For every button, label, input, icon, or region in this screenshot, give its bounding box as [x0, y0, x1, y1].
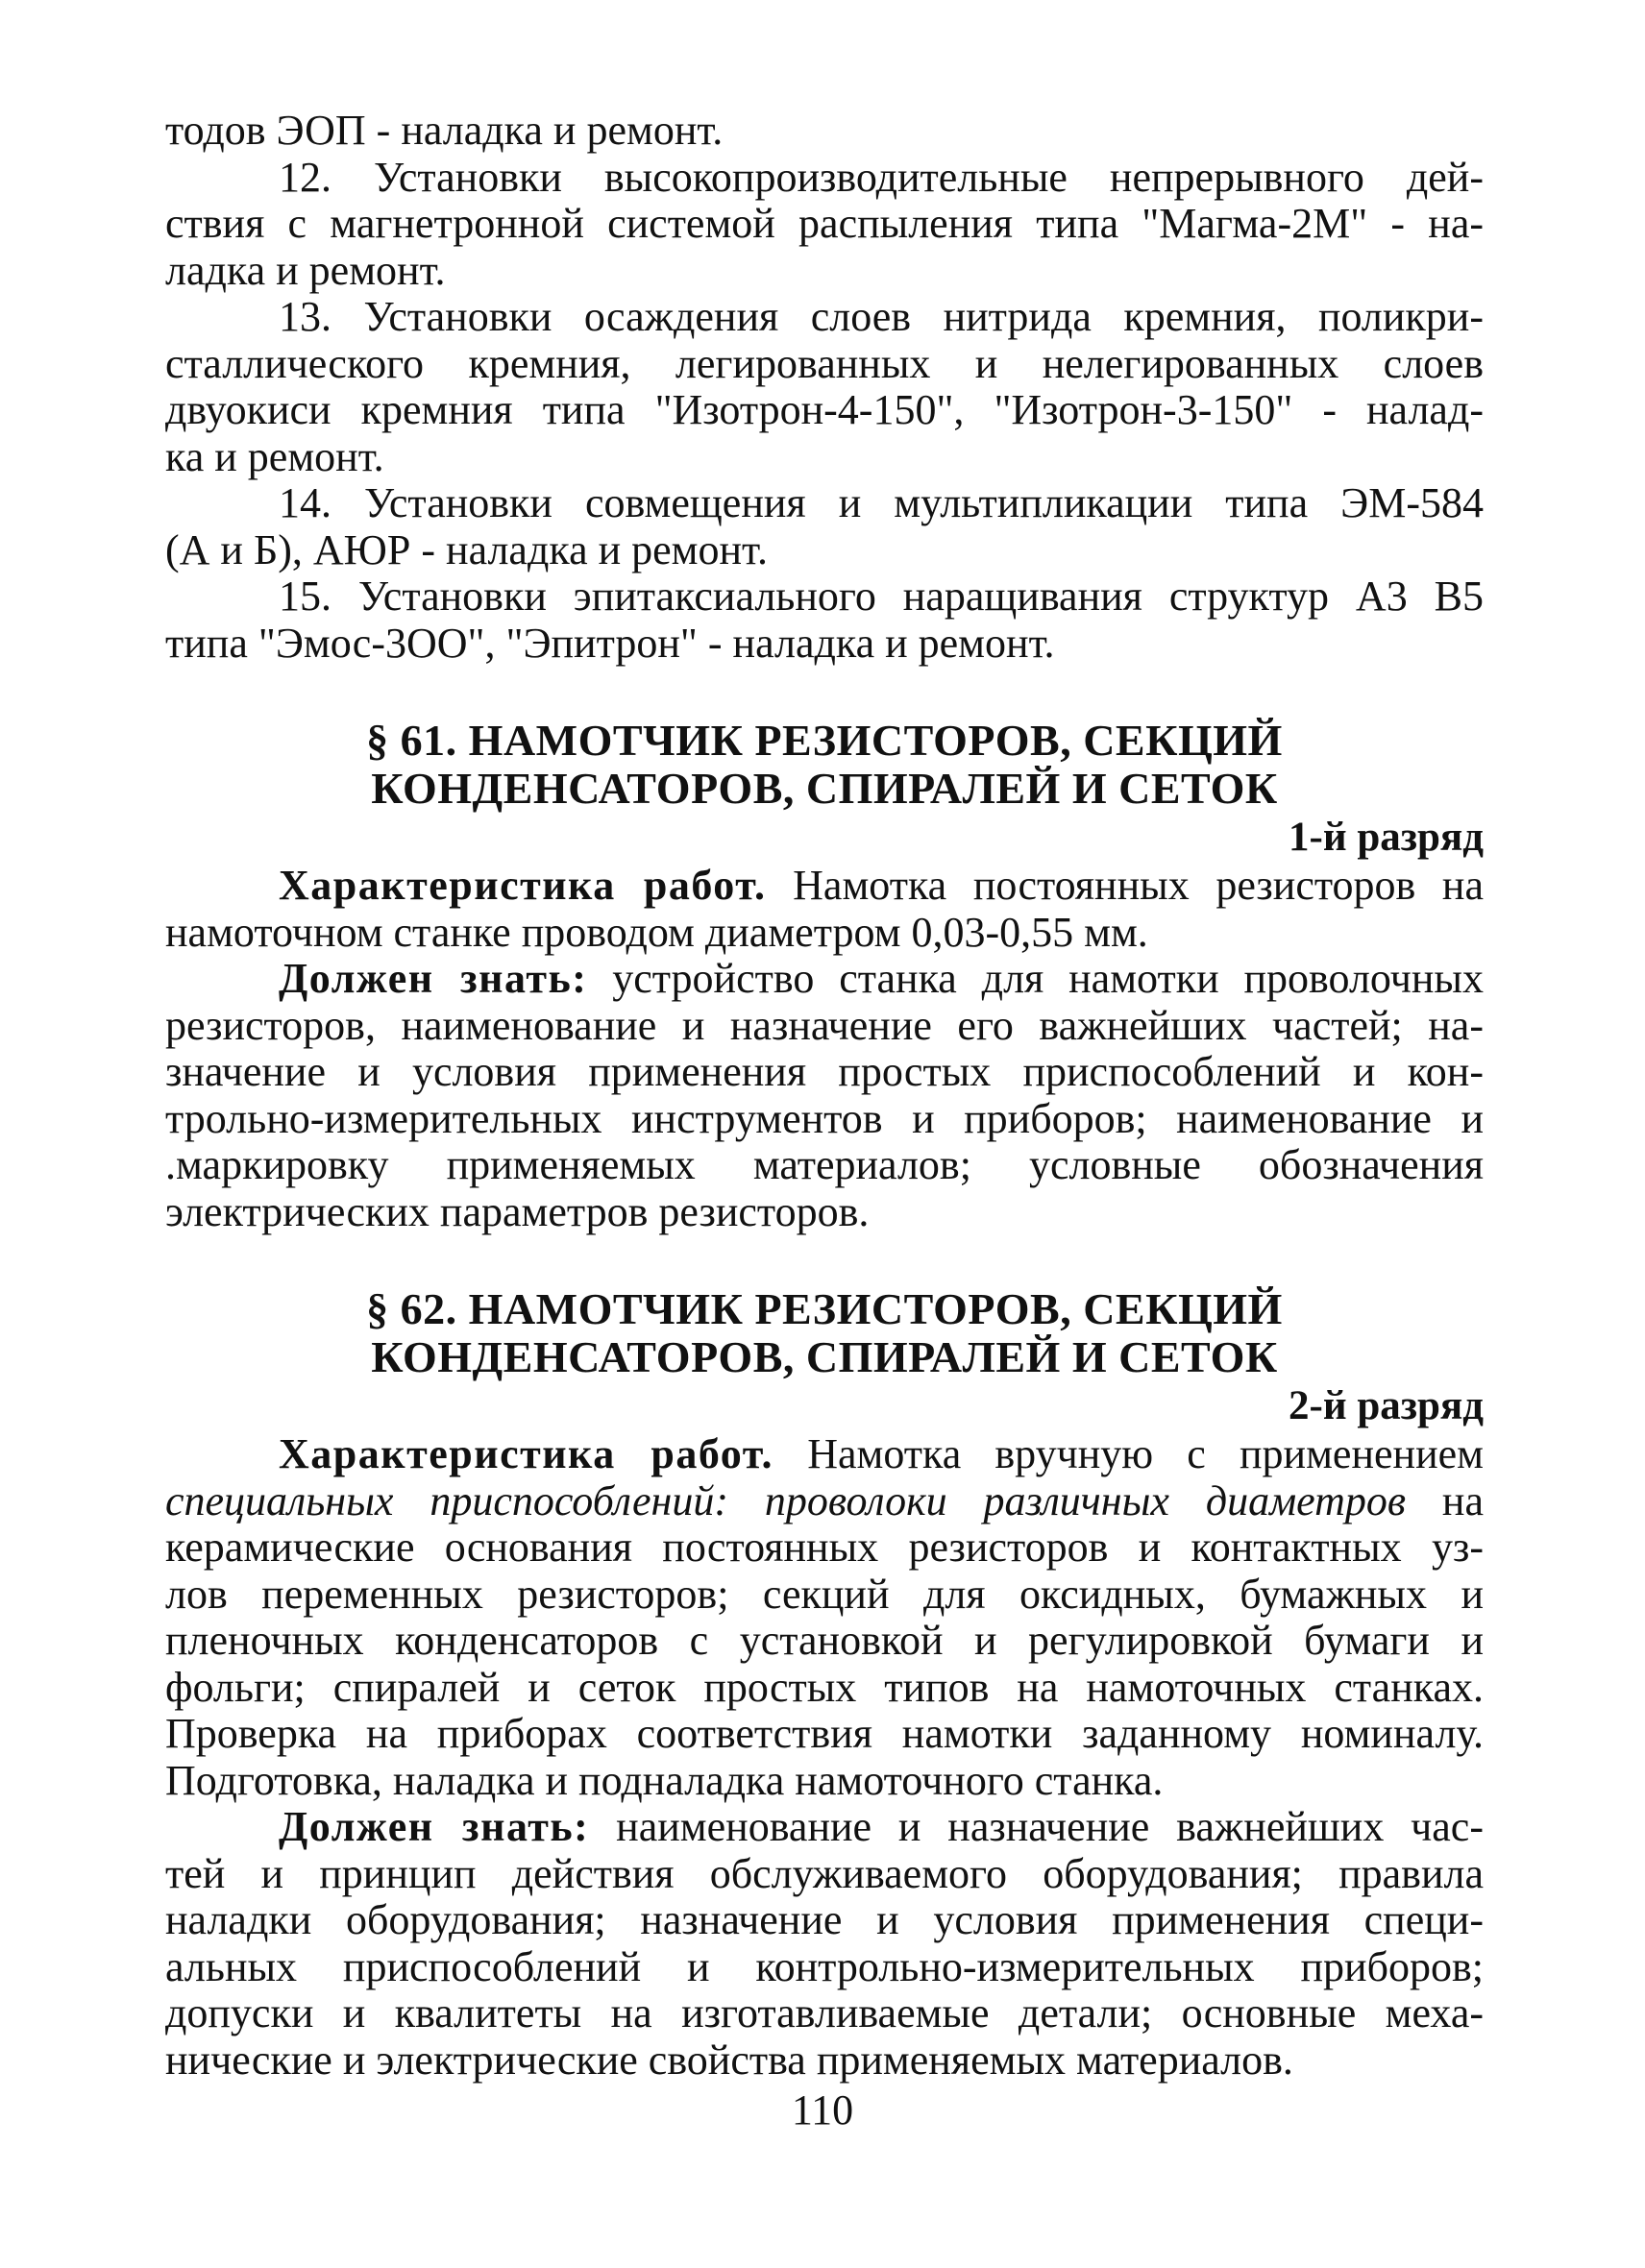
section-62-title-line2: КОНДЕНСАТОРОВ, СПИРАЛЕЙ И СЕТОК: [371, 1332, 1278, 1381]
paragraph-line: тей и принцип действия обслуживаемого оборудования; правила: [165, 1849, 1484, 1897]
section-61-title-line2: КОНДЕНСАТОРОВ, СПИРАЛЕЙ И СЕТОК: [371, 764, 1278, 813]
paragraph-text: на: [1406, 1476, 1484, 1524]
paragraph-text: устройство станка для намотки проволочных: [587, 955, 1484, 1002]
paragraph-line: фольги; спиралей и сеток простых типов на намоточных станках.: [165, 1663, 1484, 1711]
list-item-12: [165, 155, 1484, 295]
section-62-rank: 2-й разряд: [1289, 1383, 1484, 1428]
paragraph-line: Подготовка, наладка и подналадка намоточного станка.: [165, 1756, 1164, 1804]
list-item-line: (А и Б), АЮР - наладка и ремонт.: [165, 525, 768, 573]
section-spacer: [165, 667, 1484, 717]
section-62: [165, 1285, 1484, 2084]
characteristics-lead: Характеристика работ.: [279, 1430, 774, 1477]
list-item-line: ладка и ремонт.: [165, 246, 446, 294]
paragraph-line: .маркировку применяемых материалов; условные обозначения: [165, 1141, 1484, 1188]
paragraph-line: электрических параметров резисторов.: [165, 1187, 870, 1235]
section-61-knowledge: [165, 956, 1484, 1235]
list-item-13: [165, 294, 1484, 480]
page-number: 110: [791, 2086, 854, 2134]
paragraph-line: нические и электрические свойства применяемых материалов.: [165, 2036, 1293, 2084]
list-item-line: 13. Установки осаждения слоев нитрида кремния, поликри-: [279, 293, 1484, 340]
list-item-line: 12. Установки высокопроизводительные непрерывного дей-: [279, 153, 1484, 201]
section-61-characteristics: [165, 863, 1484, 956]
paragraph-line: [165, 1804, 1484, 1851]
paragraph-text: Намотка вручную с применением: [773, 1430, 1484, 1477]
top-list: [165, 108, 1484, 667]
paragraph-line: альных приспособлений и контрольно-измерительных приборов;: [165, 1942, 1484, 1990]
paragraph-line: пленочных конденсаторов с установкой и регулировкой бумаги и: [165, 1617, 1484, 1664]
list-item-line: ка и ремонт.: [165, 432, 384, 480]
paragraph-line: [165, 956, 1484, 1003]
paragraph-text: наименование и назначение важнейших час-: [589, 1803, 1484, 1850]
paragraph-line: значение и условия применения простых приспособлений и кон-: [165, 1048, 1484, 1095]
paragraph-line: [165, 1431, 1484, 1478]
paragraph-line: [165, 1478, 1484, 1525]
section-62-knowledge: [165, 1804, 1484, 2084]
list-item-line: тодов ЭОП - наладка и ремонт.: [165, 107, 724, 154]
paragraph-line: Проверка на приборах соответствия намотки заданному номиналу.: [165, 1710, 1484, 1757]
italic-text: специальных приспособлений: проволоки различных диаметров: [165, 1476, 1407, 1524]
paragraph-line: трольно-измерительных инструментов и приборов; наименование и: [165, 1094, 1484, 1142]
paragraph-line: [165, 863, 1484, 910]
paragraph-line: допуски и квалитеты на изготавливаемые детали; основные меха-: [165, 1989, 1484, 2036]
list-item-14: [165, 480, 1484, 573]
knowledge-lead: Должен знать:: [279, 1803, 590, 1850]
section-61-title-line1: § 61. НАМОТЧИК РЕЗИСТОРОВ, СЕКЦИЙ: [366, 716, 1283, 765]
section-61-rank: 1-й разряд: [1289, 815, 1484, 860]
paragraph-line: намоточном станке проводом диаметром 0,03-0,55 мм.: [165, 908, 1148, 956]
paragraph-line: керамические основания постоянных резисторов и контактных уз-: [165, 1524, 1484, 1571]
list-item-line: сталлического кремния, легированных и нелегированных слоев: [165, 339, 1484, 387]
paragraph-line: лов переменных резисторов; секций для оксидных, бумажных и: [165, 1570, 1484, 1618]
list-item-line: 14. Установки совмещения и мультипликации типа ЭМ-584: [279, 479, 1484, 526]
section-62-characteristics: [165, 1431, 1484, 1804]
list-item-line: двуокиси кремния типа "Изотрон-4-150", "Изотрон-3-150" - налад-: [165, 386, 1484, 433]
list-item-line: 15. Установки эпитаксиального наращивания структур А3 В5: [279, 573, 1484, 620]
list-item-line: типа "Эмос-3ОО", "Эпитрон" - наладка и ремонт.: [165, 619, 1055, 667]
page-body: [165, 108, 1484, 2084]
section-61: [165, 717, 1484, 1235]
paragraph-text: Намотка постоянных резисторов на: [766, 862, 1484, 909]
paragraph-line: наладки оборудования; назначение и условия применения специ-: [165, 1896, 1484, 1943]
list-item-line: ствия с магнетронной системой распыления типа "Магма-2М" - на-: [165, 200, 1484, 247]
paragraph-line: резисторов, наименование и назначение его важнейших частей; на-: [165, 1001, 1484, 1049]
section-62-title-line1: § 62. НАМОТЧИК РЕЗИСТОРОВ, СЕКЦИЙ: [366, 1284, 1283, 1333]
section-spacer: [165, 1235, 1484, 1285]
list-item-15: [165, 573, 1484, 667]
knowledge-lead: Должен знать:: [279, 955, 588, 1002]
characteristics-lead: Характеристика работ.: [279, 862, 767, 909]
